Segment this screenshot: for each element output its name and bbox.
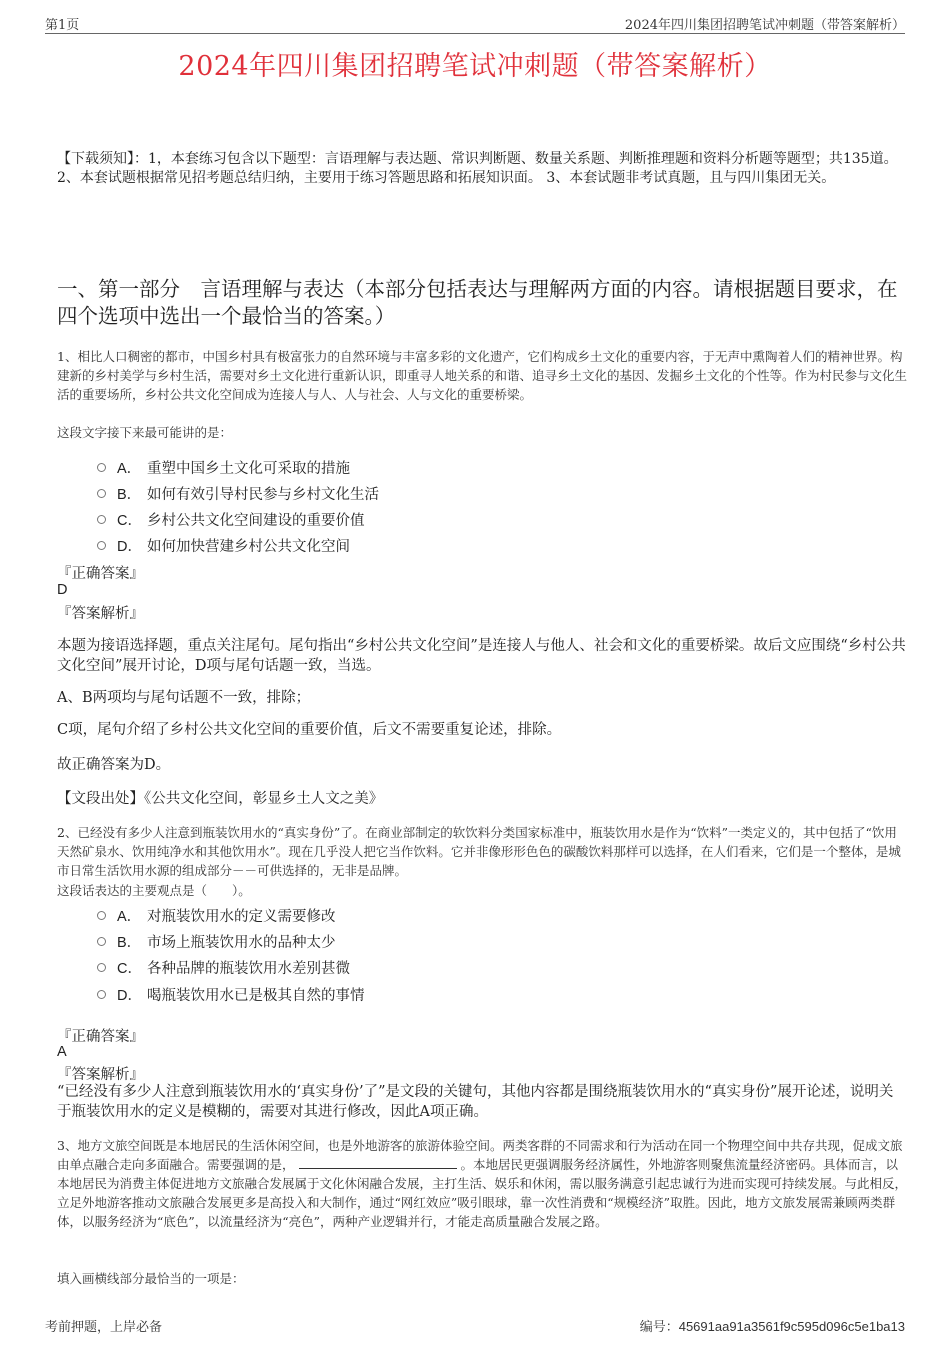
radio-button-icon[interactable]	[97, 911, 106, 920]
question-2-analysis: “已经没有多少人注意到瓶装饮用水的‘真实身份’了”是文段的关键句，其他内容都是围绕瓶装饮用水的“真实身份”展开论述，说明关于瓶装饮用水的定义是模糊的，需要对其进行修改，因此A项正确。	[57, 1084, 894, 1120]
radio-button-icon[interactable]	[97, 937, 106, 946]
question-2-option-d[interactable]: D． 喝瓶装饮用水已是极其自然的事情	[97, 984, 365, 1005]
question-1-stem: 这段文字接下来最可能讲的是：	[57, 425, 233, 440]
question-2-option-b[interactable]: B． 市场上瓶装饮用水的品种太少	[97, 931, 336, 952]
question-1-text: 1、相比人口稠密的都市，中国乡村具有极富张力的自然环境与丰富多彩的文化遗产，它们构成乡土文化的重要内容，于无声中熏陶着人们的精神世界。构建新的乡村美学与乡村生活，需要对乡土文化进行重新认识，即重寻人地关系的和谐、追寻乡土文化的基因、发掘乡土文化的个性等。作为村民参与文化生活的重要场所，乡村公共文化空间成为连接人与人、人与社会、人与文化的重要桥梁。	[57, 349, 908, 402]
header-doc-title: 2024年四川集团招聘笔试冲刺题（带答案解析）	[624, 18, 905, 33]
question-1-analysis-1: 本题为接语选择题，重点关注尾句。尾句指出“乡村公共文化空间”是连接人与他人、社会和文化的重要桥梁。故后文应围绕“乡村公共文化空间”展开讨论，D项与尾句话题一致，当选。	[57, 638, 906, 674]
question-1-analysis-2: A、B两项均与尾句话题不一致，排除；	[57, 690, 311, 706]
correct-answer-label: 『正确答案』	[57, 1029, 144, 1045]
download-notice: 【下载须知】：1，本套练习包含以下题型：言语理解与表达题、常识判断题、数量关系题、判断推理题和资料分析题等题型；共135道。 2、本套试题根据常见招考题总结归纳，主要用于练习答题思路和拓展知识面。 3、本套试题非考试真题，且与四川集团无关。	[57, 151, 898, 186]
question-2-stem: 这段话表达的主要观点是（ ）。	[57, 883, 251, 898]
radio-button-icon[interactable]	[97, 963, 106, 972]
question-2-text: 2、已经没有多少人注意到瓶装饮用水的“真实身份”了。在商业部制定的软饮料分类国家标准中，瓶装饮用水是作为“饮料”一类定义的，其中包括了“饮用天然矿泉水、饮用纯净水和其他饮用水”。现在几乎没人把它当作饮料。它并非像形形色色的碳酸饮料那样可以选择，在人们看来，它们是一个整体，是城市日常生活饮用水源的组成部分－－可供选择的，无非是品牌。	[57, 825, 901, 878]
correct-answer-label: 『正确答案』	[57, 566, 144, 582]
question-1-analysis-3: C项，尾句介绍了乡村公共文化空间的重要价值，后文不需要重复论述，排除。	[57, 722, 562, 738]
page-title: 2024年四川集团招聘笔试冲刺题（带答案解析）	[178, 51, 772, 82]
question-1-analysis-4: 故正确答案为D。	[57, 757, 171, 773]
question-1-option-b[interactable]: B． 如何有效引导村民参与乡村文化生活	[97, 483, 379, 504]
question-1-source: 【文段出处】《公共文化空间，彰显乡土人文之美》	[57, 791, 384, 807]
radio-button-icon[interactable]	[97, 489, 106, 498]
radio-button-icon[interactable]	[97, 515, 106, 524]
question-1-answer: D	[57, 582, 68, 598]
question-2-option-c[interactable]: C． 各种品牌的瓶装饮用水差别甚微	[97, 957, 350, 978]
header-divider	[45, 33, 905, 34]
section-heading: 一、第一部分 言语理解与表达（本部分包括表达与理解两方面的内容。请根据题目要求，在四个选项中选出一个最恰当的答案。）	[57, 277, 898, 328]
radio-button-icon[interactable]	[97, 463, 106, 472]
question-2-answer: A	[57, 1044, 67, 1060]
footer-slogan: 考前押题，上岸必备	[45, 1320, 163, 1335]
question-1-option-c[interactable]: C． 乡村公共文化空间建设的重要价值	[97, 509, 365, 530]
question-2-option-a[interactable]: A． 对瓶装饮用水的定义需要修改	[97, 905, 336, 926]
analysis-label: 『答案解析』	[57, 1067, 144, 1083]
question-1-option-a[interactable]: A． 重塑中国乡土文化可采取的措施	[97, 457, 350, 478]
radio-button-icon[interactable]	[97, 541, 106, 550]
fill-in-blank-line	[299, 1156, 457, 1169]
footer-code: 编号：45691aa91a3561f9c595d096c5e1ba13	[639, 1319, 905, 1335]
analysis-label: 『答案解析』	[57, 606, 144, 622]
question-1-option-d[interactable]: D． 如何加快营建乡村公共文化空间	[97, 535, 350, 556]
page-number: 第1页	[45, 18, 80, 33]
question-3-stem: 填入画横线部分最恰当的一项是：	[57, 1271, 245, 1286]
radio-button-icon[interactable]	[97, 990, 106, 999]
question-3-text: 3、地方文旅空间既是本地居民的生活休闲空间，也是外地游客的旅游体验空间。两类客群的不同需求和行为活动在同一个物理空间中共存共现，促成文旅由单点融合走向多面融合。需要强调的是， 。本地居民更强调服务经济属性，外地游客则聚焦流量经济密码。具体而言，以本地居民为消费主体促进地方文旅融合发展属于文化休闲融合发展，主打生活、娱乐和休闲，需以服务满意引起忠诚行为进而实现可持续发展。与此相反，立足外地游客推动文旅融合发展更多是高投入和大制作，通过“网红效应”吸引眼球，靠一次性消费和“规模经济”取胜。因此，地方文旅发展需兼顾两类群体，以服务经济为“底色”，以流量经济为“亮色”，两种产业逻辑并行，才能走高质量融合发展之路。	[57, 1138, 908, 1229]
